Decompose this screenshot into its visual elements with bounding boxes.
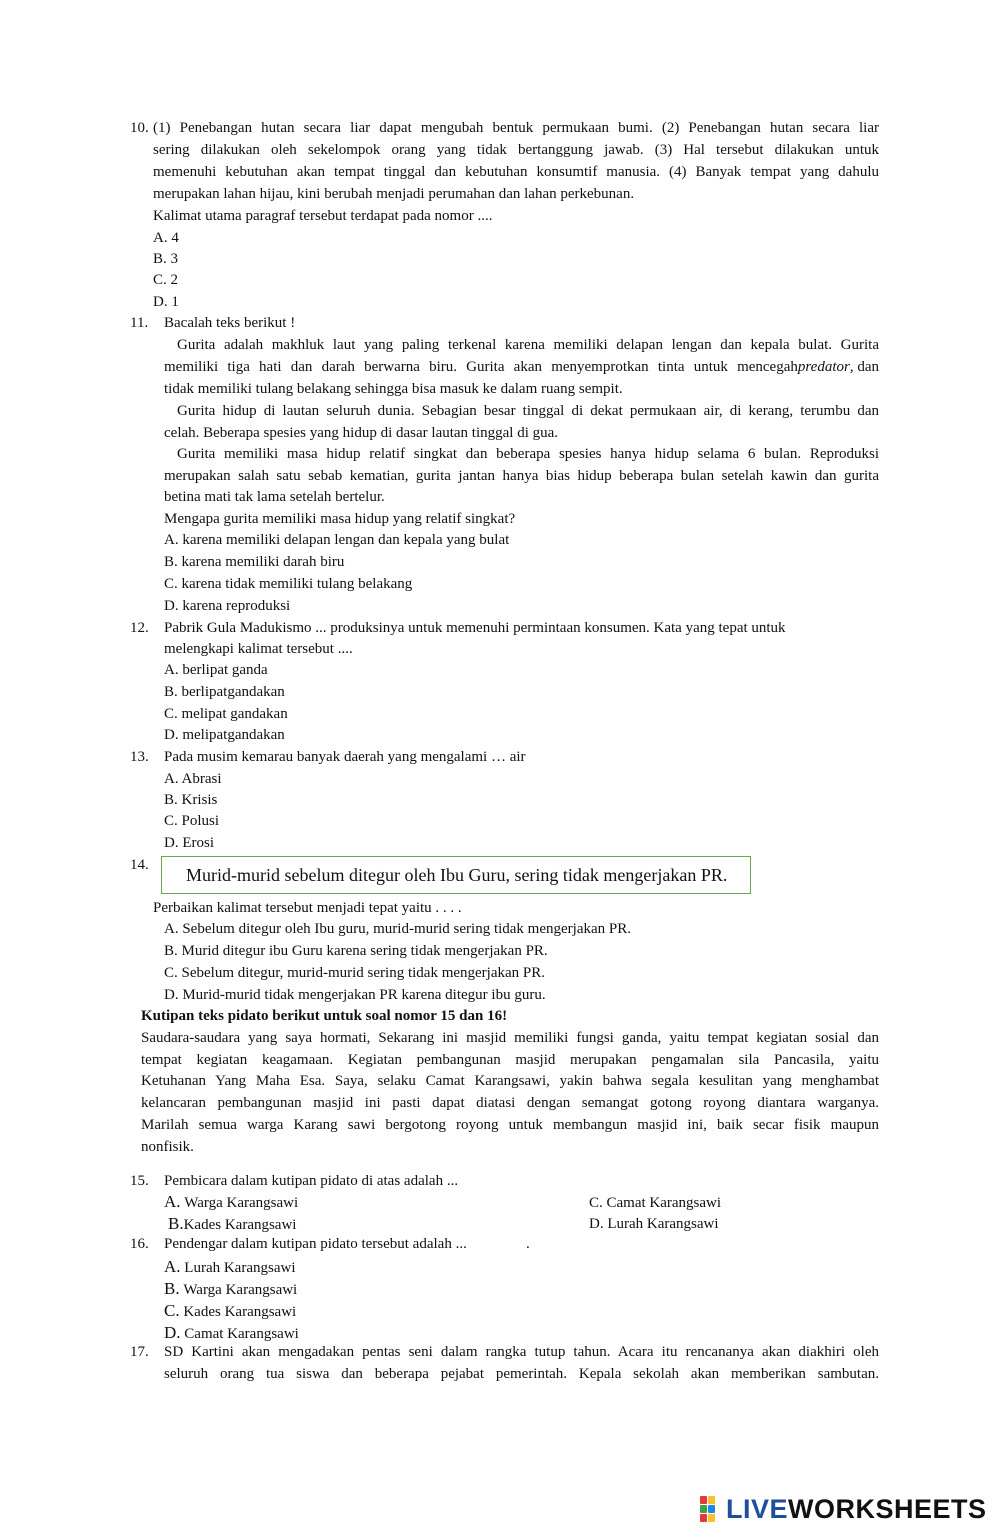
q11-question: Mengapa gurita memiliki masa hidup yang relatif singkat? bbox=[164, 511, 516, 527]
q11-p2-line: celah. Beberapa spesies yang hidup di dasar lautan tinggal di gua. bbox=[164, 425, 559, 441]
q16-option-b-text: Warga Karangsawi bbox=[183, 1282, 298, 1298]
speech-line: Marilah semua warga Karang sawi bergotong royong untuk membangun masjid ini, baik secar fisik maupun bbox=[141, 1117, 879, 1133]
q14-option-b[interactable]: B. Murid ditegur ibu Guru karena sering tidak mengerjakan PR. bbox=[164, 943, 548, 959]
q14-boxed-text: Murid-murid sebelum ditegur oleh Ibu Guru, sering tidak mengerjakan PR. bbox=[186, 865, 728, 885]
q16-question: Pendengar dalam kutipan pidato tersebut adalah ... bbox=[164, 1236, 467, 1252]
q10-option-d[interactable]: D. 1 bbox=[153, 294, 179, 310]
q14-option-c[interactable]: C. Sebelum ditegur, murid-murid sering tidak mengerjakan PR. bbox=[164, 965, 545, 981]
q10-text-line: merupakan lahan hijau, kini berubah menjadi perumahan dan lahan perkebunan. bbox=[153, 186, 635, 202]
q10-option-b[interactable]: B. 3 bbox=[153, 251, 179, 267]
logo-text-rest: WORKSHEETS bbox=[788, 1493, 987, 1524]
q15-option-b-text: Kades Karangsawi bbox=[183, 1217, 297, 1233]
q12-number: 12. bbox=[130, 620, 149, 636]
q10-text-line: memenuhi kebutuhan akan tempat tinggal dan kebutuhan konsumtif manusia. (4) Banyak tempat yang dahulu bbox=[153, 164, 879, 180]
liveworksheets-logo-text bbox=[726, 1494, 987, 1525]
q16-option-b[interactable] bbox=[164, 1279, 297, 1300]
q17-text-line: seluruh orang tua siswa dan beberapa pejabat pemerintah. Kepala sekolah akan memberikan sambutan. bbox=[164, 1366, 879, 1382]
q11-number: 11. bbox=[130, 315, 149, 331]
q14-question: Perbaikan kalimat tersebut menjadi tepat yaitu . . . . bbox=[153, 900, 462, 916]
q11-option-b[interactable]: B. karena memiliki darah biru bbox=[164, 554, 345, 570]
q14-boxed-sentence bbox=[161, 856, 751, 894]
q16-option-b-letter: B. bbox=[164, 1279, 180, 1298]
q13-option-d[interactable]: D. Erosi bbox=[164, 835, 214, 851]
q16-option-a-letter: A. bbox=[164, 1257, 181, 1276]
q15-option-a[interactable] bbox=[164, 1192, 298, 1213]
q11-option-d[interactable]: D. karena reproduksi bbox=[164, 598, 291, 614]
q12-option-d[interactable]: D. melipatgandakan bbox=[164, 727, 285, 743]
q11-p1-text: memiliki tiga hati dan darah berwarna biru. Gurita akan menyemprotkan tinta untuk mencegah bbox=[164, 359, 798, 375]
q16-option-d-text: Camat Karangsawi bbox=[184, 1326, 299, 1342]
q10-option-c[interactable]: C. 2 bbox=[153, 272, 179, 288]
q13-option-a[interactable]: A. Abrasi bbox=[164, 771, 222, 787]
q12-option-c[interactable]: C. melipat gandakan bbox=[164, 706, 288, 722]
logo-square bbox=[700, 1505, 707, 1513]
logo-text-brand: LIVE bbox=[726, 1493, 789, 1524]
q16-option-c-letter: C. bbox=[164, 1301, 180, 1320]
q13-option-c[interactable]: C. Polusi bbox=[164, 813, 220, 829]
q16-option-c[interactable] bbox=[164, 1301, 296, 1322]
q14-option-d[interactable]: D. Murid-murid tidak mengerjakan PR karena ditegur ibu guru. bbox=[164, 987, 546, 1003]
logo-square bbox=[708, 1505, 715, 1513]
q15-option-b[interactable] bbox=[168, 1214, 296, 1235]
q17-number: 17. bbox=[130, 1344, 149, 1360]
q15-question: Pembicara dalam kutipan pidato di atas adalah ... bbox=[164, 1173, 459, 1189]
q12-text-line: melengkapi kalimat tersebut .... bbox=[164, 641, 353, 657]
q10-text-line: (1) Penebangan hutan secara liar dapat mengubah bentuk permukaan bumi. (2) Penebangan hutan secara liar bbox=[153, 120, 879, 136]
q16-option-a[interactable] bbox=[164, 1257, 296, 1278]
speech-line: nonfisik. bbox=[141, 1139, 194, 1155]
q16-number: 16. bbox=[130, 1236, 149, 1252]
q10-question: Kalimat utama paragraf tersebut terdapat pada nomor .... bbox=[153, 208, 493, 224]
logo-square bbox=[708, 1514, 715, 1522]
q11-p2-line: Gurita hidup di lautan seluruh dunia. Sebagian besar tinggal di dekat permukaan air, di kerang, terumbu dan bbox=[177, 403, 879, 419]
logo-square bbox=[700, 1496, 707, 1504]
q16-option-c-text: Kades Karangsawi bbox=[183, 1304, 297, 1320]
q15-option-c[interactable]: C. Camat Karangsawi bbox=[589, 1195, 722, 1211]
speech-heading: Kutipan teks pidato berikut untuk soal nomor 15 dan 16! bbox=[141, 1008, 508, 1024]
q10-text-line: sering dilakukan oleh sekelompok orang yang tidak bertanggung jawab. (3) Hal tersebut dilakukan untuk bbox=[153, 142, 879, 158]
q11-p3-line: Gurita memiliki masa hidup relatif singkat dan beberapa spesies hanya hidup selama 6 bulan. Reproduksi bbox=[177, 446, 879, 462]
q11-p1-tail: , dan bbox=[849, 359, 879, 375]
q14-number: 14. bbox=[130, 857, 149, 873]
liveworksheets-logo-icon bbox=[700, 1496, 722, 1522]
q16-option-d[interactable] bbox=[164, 1323, 299, 1344]
q17-text-line: SD Kartini akan mengadakan pentas seni dalam rangka tutup tahun. Acara itu rencananya akan diakhiri oleh bbox=[164, 1344, 879, 1360]
liveworksheets-logo[interactable] bbox=[700, 1493, 987, 1525]
logo-square bbox=[700, 1514, 707, 1522]
q15-number: 15. bbox=[130, 1173, 149, 1189]
q16-option-d-letter: D. bbox=[164, 1323, 181, 1342]
q13-option-b[interactable]: B. Krisis bbox=[164, 792, 218, 808]
q12-text-line: Pabrik Gula Madukismo ... produksinya untuk memenuhi permintaan konsumen. Kata yang tepat untuk bbox=[164, 620, 786, 636]
q15-option-a-text: Warga Karangsawi bbox=[184, 1195, 299, 1211]
q11-p3-line: merupakan salah satu sebab kematian, gurita jantan hanya bias hidup beberapa bulan setelah kawin dan gurita bbox=[164, 468, 879, 484]
q11-intro: Bacalah teks berikut ! bbox=[164, 315, 296, 331]
q11-option-a[interactable]: A. karena memiliki delapan lengan dan kepala yang bulat bbox=[164, 532, 510, 548]
q12-option-a[interactable]: A. berlipat ganda bbox=[164, 662, 268, 678]
speech-line: Ketuhanan Yang Maha Esa. Saya, selaku Camat Karangsawi, yakin bahwa segala kesulitan yang menghambat bbox=[141, 1073, 879, 1089]
q15-option-b-letter: B. bbox=[168, 1214, 184, 1233]
speech-line: kelancaran pembangunan masjid ini pasti dapat diatasi dengan semangat gotong royong diantara warganya. bbox=[141, 1095, 879, 1111]
q13-number: 13. bbox=[130, 749, 149, 765]
q11-p1-italic: predator bbox=[797, 359, 850, 375]
speech-line: tempat kegiatan keagamaan. Kegiatan pembangunan masjid merupakan pengamalan sila Pancasila, yaitu bbox=[141, 1052, 879, 1068]
q15-option-d[interactable]: D. Lurah Karangsawi bbox=[589, 1216, 719, 1232]
q10-number: 10. bbox=[130, 120, 149, 136]
q13-question: Pada musim kemarau banyak daerah yang mengalami … air bbox=[164, 749, 526, 765]
q11-p3-line: betina mati tak lama setelah bertelur. bbox=[164, 489, 385, 505]
q10-option-a[interactable]: A. 4 bbox=[153, 230, 179, 246]
q16-option-a-text: Lurah Karangsawi bbox=[184, 1260, 296, 1276]
q11-option-c[interactable]: C. karena tidak memiliki tulang belakang bbox=[164, 576, 413, 592]
q16-trailing-dot: . bbox=[526, 1236, 530, 1252]
q11-p1-line bbox=[164, 357, 879, 377]
q15-option-a-letter: A. bbox=[164, 1192, 181, 1211]
q12-option-b[interactable]: B. berlipatgandakan bbox=[164, 684, 285, 700]
q14-option-a[interactable]: A. Sebelum ditegur oleh Ibu guru, murid-murid sering tidak mengerjakan PR. bbox=[164, 921, 631, 937]
speech-line: Saudara-saudara yang saya hormati, Sekarang ini masjid memiliki fungsi ganda, yaitu tempat kegiatan sosial dan bbox=[141, 1030, 879, 1046]
q11-p1-line: tidak memiliki tulang belakang sehingga bisa masuk ke dalam ruang sempit. bbox=[164, 381, 623, 397]
q11-p1-line: Gurita adalah makhluk laut yang paling terkenal karena memiliki delapan lengan dan kepala bulat. Gurita bbox=[177, 337, 879, 353]
logo-square bbox=[708, 1496, 715, 1504]
